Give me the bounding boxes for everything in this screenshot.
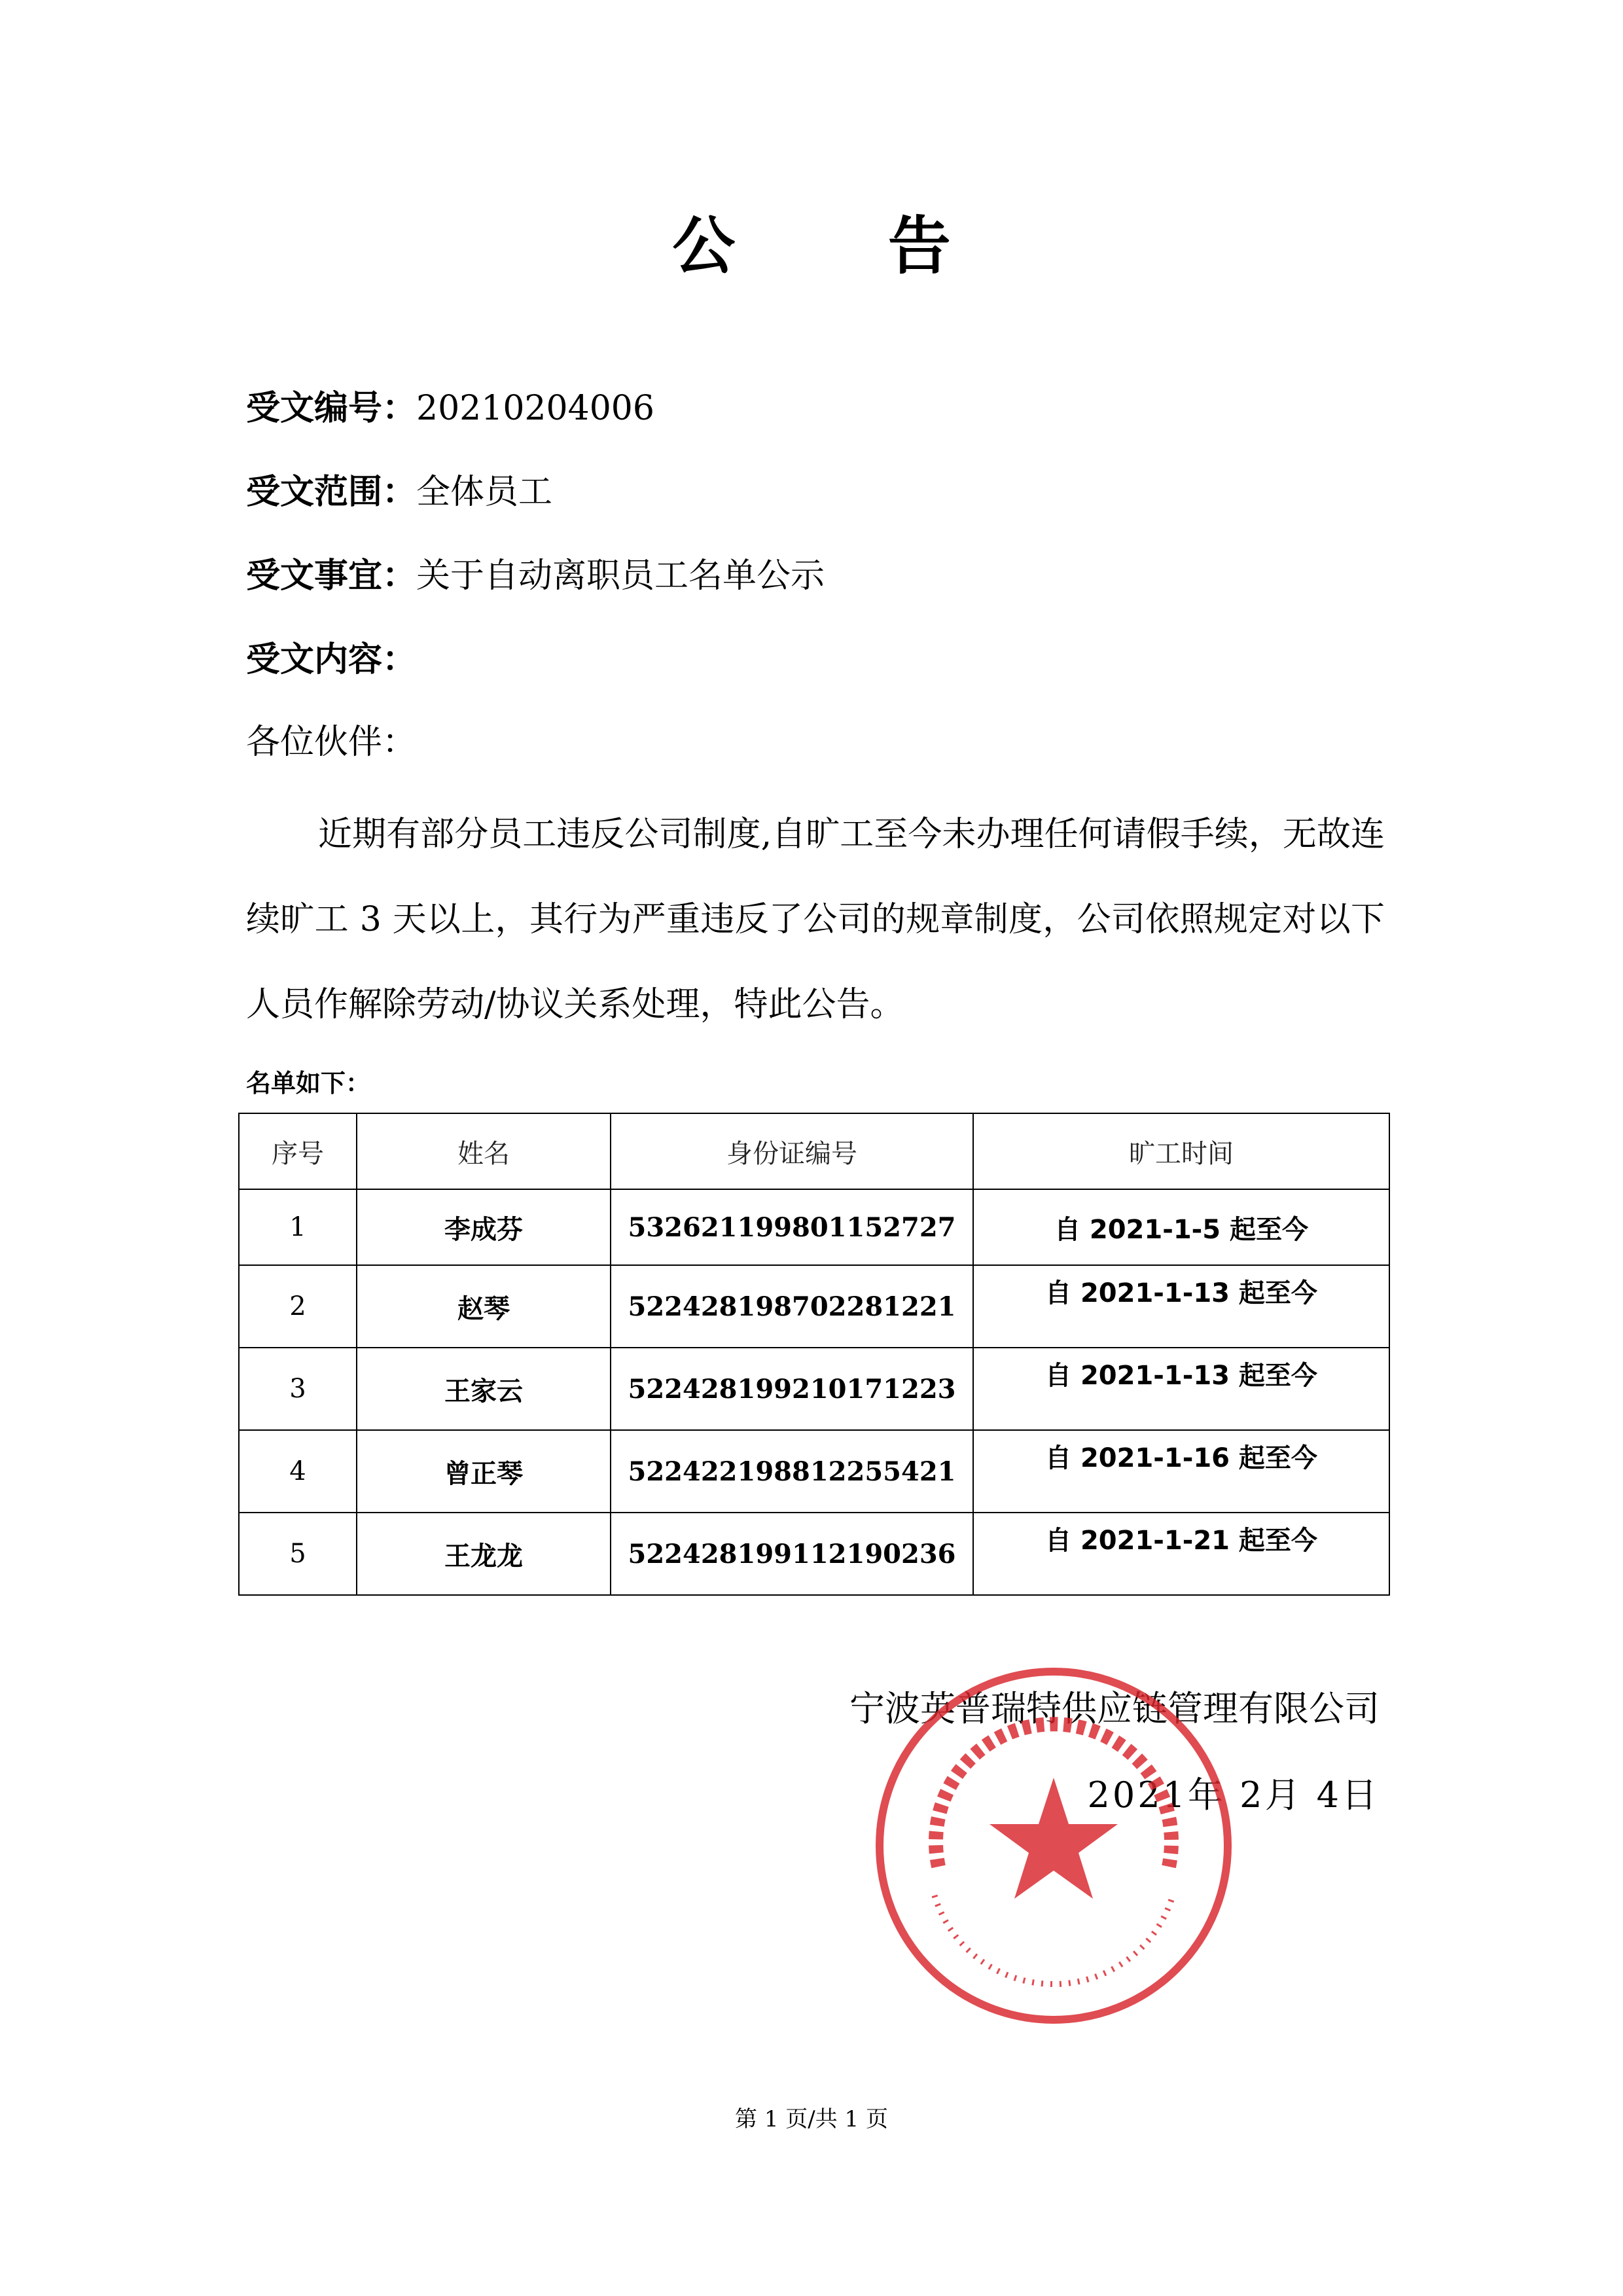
cell-no: 1 [239, 1189, 357, 1265]
cell-id: 532621199801152727 [611, 1189, 973, 1265]
field-doc-number [246, 386, 654, 431]
field-scope [246, 470, 552, 514]
body-paragraph: 近期有部分员工违反公司制度,自旷工至今未办理任何请假手续，无故连续旷工 3 天以上，其行为严重违反了公司的规章制度，公司依照规定对以下人员作解除劳动/协议关系处理，特此公告。 [246, 815, 1385, 1024]
cell-id: 522428198702281221 [611, 1265, 973, 1348]
page-footer: 第 1 页/共 1 页 [735, 2106, 888, 2132]
cell-name: 李成芬 [357, 1189, 611, 1265]
cell-period: 自 2021-1-5 起至今 [973, 1189, 1389, 1265]
cell-no: 2 [239, 1265, 357, 1348]
header-id: 身份证编号 [611, 1113, 973, 1189]
cell-period: 自 2021-1-13 起至今 [973, 1265, 1389, 1348]
cell-no: 3 [239, 1348, 357, 1430]
field-value: 20210204006 [416, 389, 654, 428]
list-label: 名单如下： [246, 1069, 371, 1098]
cell-no: 5 [239, 1513, 357, 1595]
cell-id: 522428199112190236 [611, 1513, 973, 1595]
field-label: 受文事宜： [246, 556, 417, 596]
company-seal-icon [870, 1662, 1237, 2029]
field-value: 全体员工 [416, 473, 553, 512]
salutation: 各位伙伴： [246, 723, 417, 762]
table-header-row [239, 1113, 1389, 1189]
table-row [239, 1513, 1389, 1595]
table-row [239, 1348, 1389, 1430]
cell-id: 522422198812255421 [611, 1430, 973, 1513]
cell-name: 曾正琴 [357, 1430, 611, 1513]
cell-name: 赵琴 [357, 1265, 611, 1348]
field-content [246, 637, 416, 682]
cell-name: 王家云 [357, 1348, 611, 1430]
document-title: 公 告 [672, 209, 1016, 283]
issue-date: 2021年 2月 4日 [1087, 1774, 1380, 1816]
table-row [239, 1430, 1389, 1513]
cell-no: 4 [239, 1430, 357, 1513]
field-label: 受文范围： [246, 473, 417, 512]
table-row [239, 1189, 1389, 1265]
field-value: 关于自动离职员工名单公示 [416, 556, 825, 596]
cell-id: 522428199210171223 [611, 1348, 973, 1430]
field-label: 受文内容： [246, 640, 417, 679]
employee-table [238, 1113, 1390, 1596]
header-period: 旷工时间 [973, 1113, 1389, 1189]
field-subject [246, 554, 825, 598]
company-name: 宁波英普瑞特供应链管理有限公司 [849, 1688, 1380, 1729]
cell-period: 自 2021-1-21 起至今 [973, 1513, 1389, 1595]
header-name: 姓名 [357, 1113, 611, 1189]
field-label: 受文编号： [246, 389, 417, 428]
table-row [239, 1265, 1389, 1348]
header-no: 序号 [239, 1113, 357, 1189]
cell-period: 自 2021-1-13 起至今 [973, 1348, 1389, 1430]
cell-period: 自 2021-1-16 起至今 [973, 1430, 1389, 1513]
cell-name: 王龙龙 [357, 1513, 611, 1595]
